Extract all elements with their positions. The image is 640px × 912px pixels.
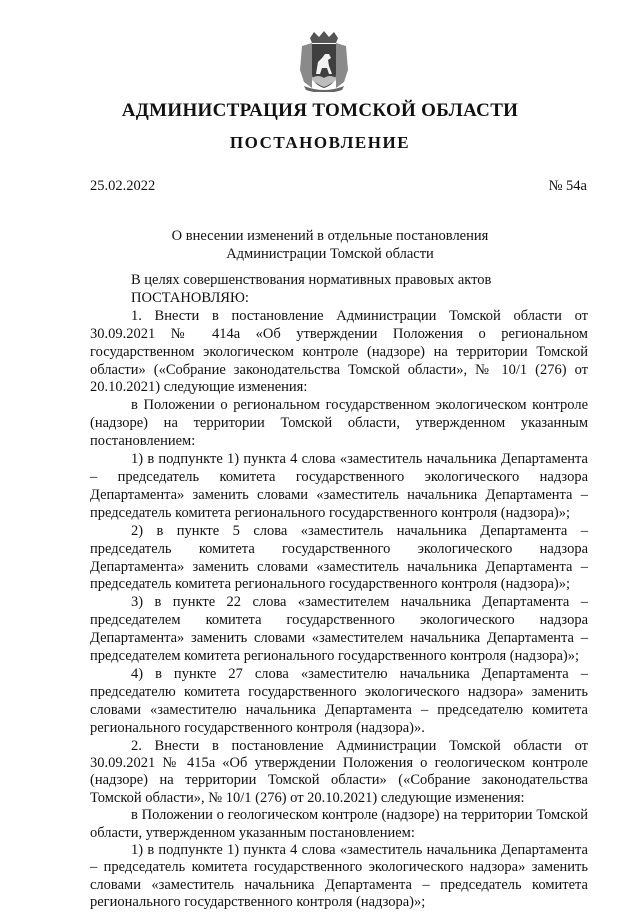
paragraph-item-1: 1. Внести в постановление Администрации Томской области от 30.09.2021 № 414а «Об утверждении Положения о региональном государственном экологическом контроле (надзоре) на территории Томской области» («Собрание законодательства Томской области», № 10/1 (276) от 20.10.2021) следующие изменения: [90,307,588,396]
coat-of-arms-emblem [298,30,350,92]
preamble-text: В целях совершенствования нормативных правовых актов [131,272,492,288]
resolve-word: ПОСТАНОВЛЯЮ: [131,289,249,306]
paragraph-item-1-sub-1: 1) в подпункте 1) пункта 4 слова «заместитель начальника Департамента – председатель комитета государственного экологического надзора Департамента» заменить словами «заместитель начальника Департамента – председатель комитета регионального государственного контроля (надзора)»; [90,451,588,521]
document-title: О внесении изменений в отдельные постановления Администрации Томской области [171,228,489,262]
document-type: ПОСТАНОВЛЕНИЕ [229,133,411,152]
paragraph-item-2-sub-1: 1) в подпункте 1) пункта 4 слова «заместитель начальника Департамента – председатель комитета государственного экологического надзора» заменить словами «заместитель начальника Департамента – председатель комитета регионального государственного контроля (надзора)»; [90,842,588,911]
paragraph-item-2: 2. Внести в постановление Администрации Томской области от 30.09.2021 № 415а «Об утверждении Положения о геологическом контроле (надзоре) на территории Томской области» («Собрание законодательства Томской области», № 10/1 (276) от 20.10.2021) следующие изменения: [90,737,588,806]
document-number: № 54а [548,178,587,194]
paragraph-item-1-intro: в Положении о региональном государственном экологическом контроле (надзоре) на территории Томской области, утвержденном указанным постановлением: [90,397,588,450]
paragraph-item-1-sub-3: 3) в пункте 22 слова «заместителем начальника Департамента – председателем комитета государственного экологического надзора Департамента» заменить словами «заместителем начальника Департамента – председателем комитета регионального государственного контроля (надзора)»; [90,594,588,665]
organization-name: АДМИНИСТРАЦИЯ ТОМСКОЙ ОБЛАСТИ [121,100,519,121]
paragraph-item-2-intro: в Положении о геологическом контроле (надзоре) на территории Томской области, утвержденном указанным постановлением: [90,807,588,841]
paragraph-item-1-sub-4: 4) в пункте 27 слова «заместителю начальника Департамента – председателю комитета государственного экологического надзора» заменить словами «заместителю начальника Департамента – председателю комитета регионального государственного контроля (надзора)». [90,665,588,736]
document-body [90,272,588,912]
paragraph-item-1-sub-2: 2) в пункте 5 слова «заместитель начальника Департамента – председатель комитета государственного экологического надзора Департамента» заменить словами «заместитель начальника Департамента – председатель комитета регионального государственного контроля (надзора)»; [90,522,588,593]
document-date: 25.02.2022 [90,178,156,194]
